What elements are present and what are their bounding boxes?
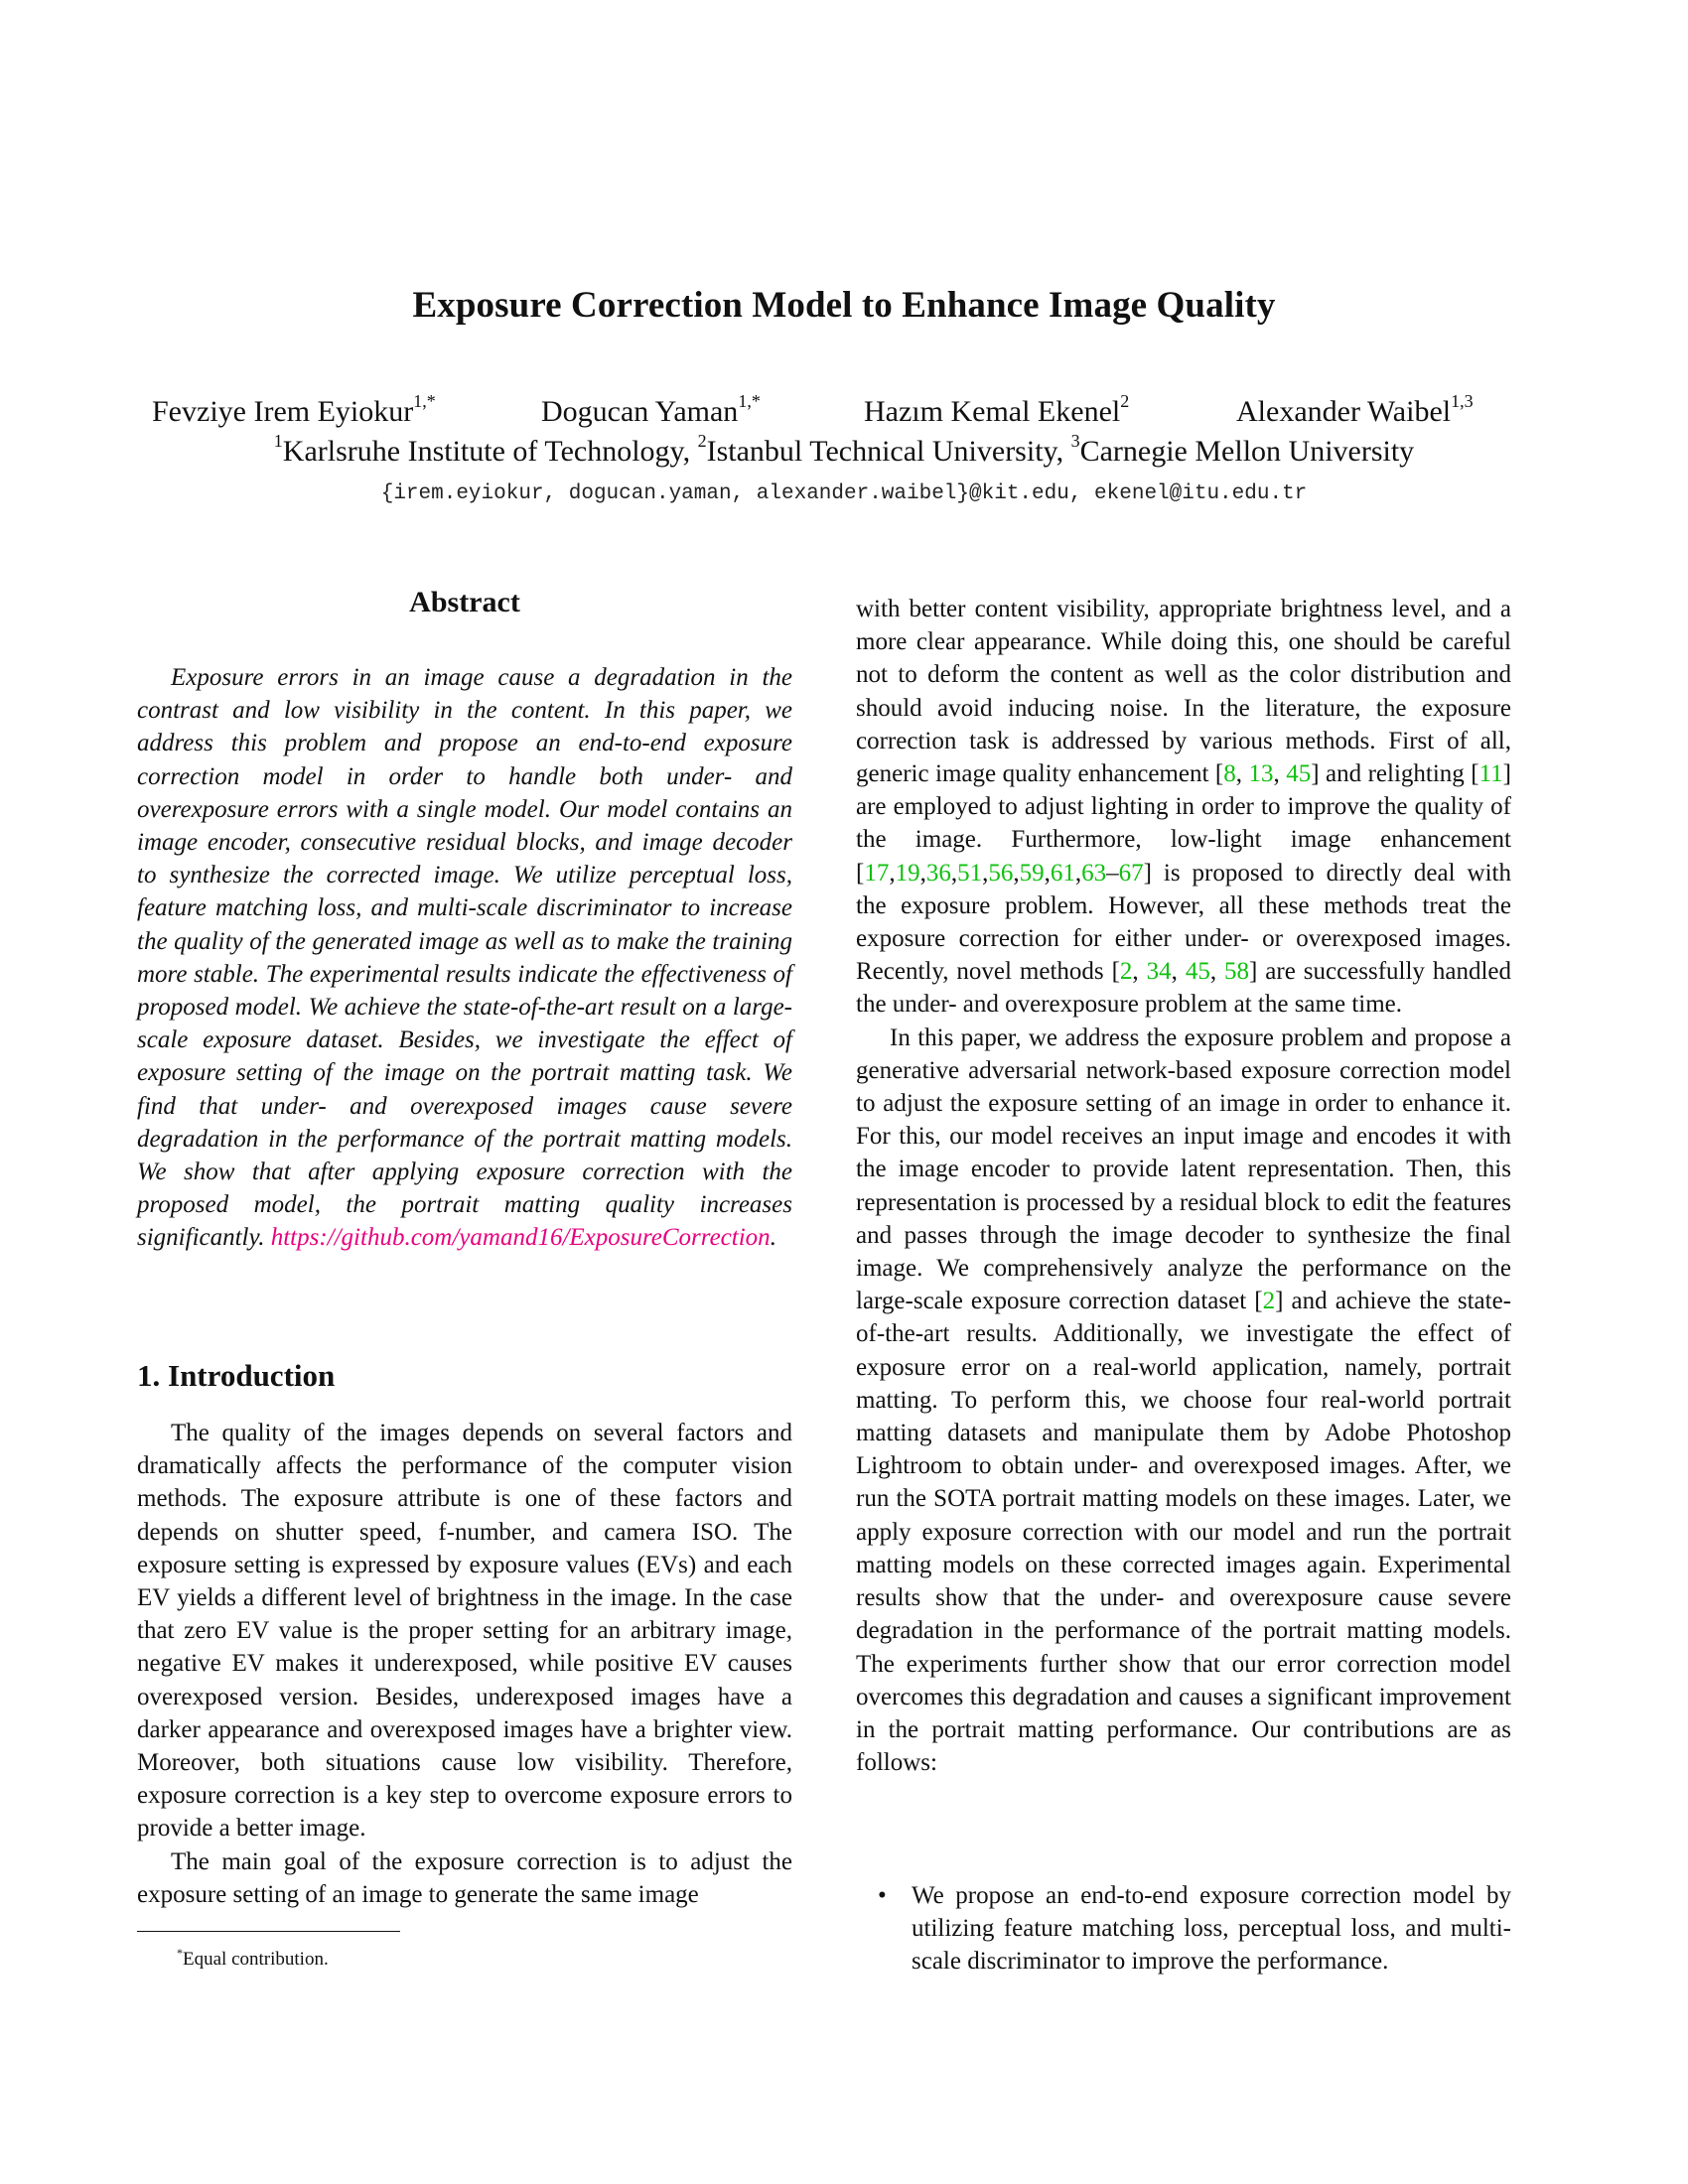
- author-1: Fevziye Irem Eyiokur$^{1,*}$: [152, 391, 436, 428]
- paper-title: Exposure Correction Model to Enhance Image Quality: [412, 285, 1276, 326]
- citation[interactable]: 36: [925, 859, 951, 887]
- citation[interactable]: 59: [1019, 859, 1045, 887]
- citation[interactable]: 11: [1478, 760, 1503, 788]
- citation[interactable]: 45: [1286, 760, 1312, 788]
- citation[interactable]: 51: [957, 859, 983, 887]
- intro-paragraph: The quality of the images depends on several factors and dramatically affects the performance of the computer vision methods. The exposure attribute is one of these factors and depends on shutter speed, f-number, and camera ISO. The exposure setting is expressed by exposure values (EVs) and each EV yields a different level of brightness in the image. In the case that zero EV value is the proper setting for an arbitrary image, negative EV makes it underexposed, while positive EV causes overexposed version. Besides, underexposed images have a darker appearance and overexposed images have a brighter view. Moreover, both situations cause low visibility. Therefore, exposure correction is a key step to overcome exposure errors to provide a better image.: [137, 1420, 792, 1843]
- section-heading-introduction: 1. Introduction: [137, 1358, 336, 1393]
- intro-paragraph: The main goal of the exposure correction is to adjust the exposure setting of an image to generate the same image: [137, 1847, 792, 1908]
- footnote-rule: [137, 1931, 400, 1932]
- citation[interactable]: 17: [864, 859, 890, 887]
- introduction-body: [137, 1417, 792, 1911]
- author-list: [149, 391, 1539, 435]
- author-emails: {irem.eyiokur, dogucan.yaman, alexander.waibel}@kit.edu, ekenel@itu.edu.tr: [380, 482, 1308, 505]
- author-2: Dogucan Yaman$^{1,*}$: [541, 391, 761, 428]
- contribution-bullet: [878, 1879, 1511, 1979]
- right-column-body: [856, 593, 1511, 1779]
- affiliations: $^1$Karlsruhe Institute of Technology, $^2$Istanbul Technical University, $^3$Carnegie Mellon University: [273, 431, 1415, 468]
- citation[interactable]: 19: [895, 859, 920, 887]
- citation[interactable]: 2: [1262, 1288, 1276, 1315]
- code-link[interactable]: https://github.com/yamand16/ExposureCorrection: [270, 1224, 771, 1252]
- citation[interactable]: 45: [1185, 958, 1210, 986]
- footnote: *Equal contribution.: [177, 1946, 329, 1970]
- author-3: Hazım Kemal Ekenel$^2$: [864, 391, 1130, 428]
- citation[interactable]: 63: [1081, 859, 1107, 887]
- bullet-dot-icon: •: [878, 1882, 887, 1909]
- intro-paragraph-continued: with better content visibility, appropriate brightness level, and a more clear appearance. While doing this, one should be careful not to deform the content as well as the color distribution and should avoid inducing noise. In the literature, the exposure correction task is addressed by various methods. First of all, generic image quality enhancement [8, 13, 45] and relighting [11] are employed to adjust lighting in order to improve the quality of the image. Furthermore, low-light image enhancement [17,19,36,51,56,59,61,63–67] is proposed to directly deal with the exposure problem. However, all these methods treat the exposure correction for either under- or overexposed images. Recently, novel methods [2, 34, 45, 58] are successfully handled the under- and overexposure problem at the same time.: [856, 596, 1512, 1019]
- citation[interactable]: 34: [1146, 958, 1172, 986]
- citation[interactable]: 58: [1224, 958, 1250, 986]
- citation[interactable]: 56: [988, 859, 1014, 887]
- citation[interactable]: 13: [1248, 760, 1274, 788]
- citation[interactable]: 61: [1050, 859, 1075, 887]
- author-4: Alexander Waibel$^{1,3}$: [1236, 391, 1474, 428]
- citation[interactable]: 67: [1118, 859, 1144, 887]
- citation[interactable]: 2: [1119, 958, 1133, 986]
- contribution-text: We propose an end-to-end exposure correction model by utilizing feature matching loss, perceptual loss, and multi-scale discriminator to improve the performance.: [912, 1882, 1511, 1976]
- intro-paragraph: In this paper, we address the exposure problem and propose a generative adversarial network-based exposure correction model to adjust the exposure setting of an image in order to enhance it. For this, our model receives an input image and encodes it with the image encoder to provide latent representation. Then, this representation is processed by a residual block to edit the features and passes through the image decoder to synthesize the final image. We comprehensively analyze the performance on the large-scale exposure correction dataset [2] and achieve the state-of-the-art results. Additionally, we investigate the effect of exposure error on a real-world application, namely, portrait matting. To perform this, we choose four real-world portrait matting datasets and manipulate them by Adobe Photoshop Lightroom to obtain under- and overexposed images. After, we run the SOTA portrait matting models on these images. Later, we apply exposure correction with our model and run the portrait matting models on these corrected images again. Experimental results show that the under- and overexposure cause severe degradation in the performance of the portrait matting models. The experiments further show that our error correction model overcomes this degradation and causes a significant improvement in the portrait matting performance. Our contributions are as follows:: [856, 1024, 1511, 1777]
- abstract-heading: Abstract: [409, 586, 520, 618]
- abstract-text: Exposure errors in an image cause a degradation in the contrast and low visibility in the content. In this paper, we address this problem and propose an end-to-end exposure correction model in order to handle both under- and overexposure errors with a single model. Our model contains an image encoder, consecutive residual blocks, and image decoder to synthesize the corrected image. We utilize perceptual loss, feature matching loss, and multi-scale discriminator to increase the quality of the generated image as well as to make the training more stable. The experimental results indicate the effectiveness of proposed model. We achieve the state-of-the-art result on a large-scale exposure dataset. Besides, we investigate the effect of exposure setting of the image on the portrait matting task. We find that under- and overexposed images cause severe degradation in the performance of the portrait matting models. We show that after applying exposure correction with the proposed model, the portrait matting quality increases significantly. https://github.com/yamand16/ExposureCorrection.: [137, 664, 792, 1252]
- citation[interactable]: 8: [1223, 760, 1236, 788]
